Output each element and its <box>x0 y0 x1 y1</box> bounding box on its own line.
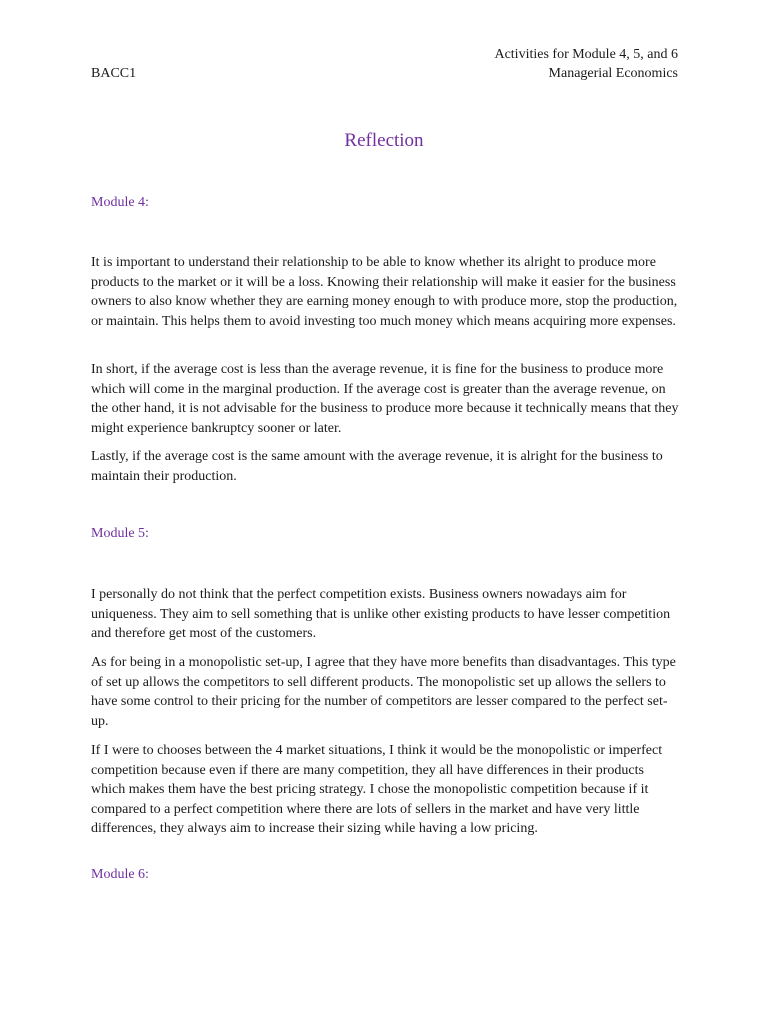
module-4-paragraph-2: In short, if the average cost is less than the average revenue, it is fine for the business to produce more which will come in the marginal production. If the average cost is greater than the average revenue, on the other hand, it is not advisable for the business to produce more because it technically means that they might experience bankruptcy sooner or later. <box>91 362 679 436</box>
page-title: Reflection <box>344 130 424 151</box>
module-5-paragraph-1: I personally do not think that the perfect competition exists. Business owners nowadays aim for uniqueness. They aim to sell something that is unlike other existing products to have lesser competition and therefore get most of the customers. <box>91 587 671 642</box>
course-code: BACC1 <box>91 66 137 81</box>
module-5-paragraph-2: As for being in a monopolistic set-up, I agree that they have more benefits than disadvantages. This type of set up allows the competitors to sell different products. The monopolistic set up allows the sellers to have some control to their pricing for the number of competitors are lesser compared to the perfect set-up. <box>91 655 676 729</box>
module-4-heading: Module 4: <box>91 195 149 210</box>
document-header-right <box>494 45 678 83</box>
module-5-heading: Module 5: <box>91 526 149 541</box>
activity-title: Activities for Module 4, 5, and 6 <box>494 47 678 62</box>
module-6-heading: Module 6: <box>91 867 149 882</box>
subject-name: Managerial Economics <box>548 66 678 81</box>
module-4-paragraph-3: Lastly, if the average cost is the same amount with the average revenue, it is alright for the business to maintain their production. <box>91 449 663 484</box>
module-5-paragraph-3: If I were to chooses between the 4 market situations, I think it would be the monopolistic or imperfect competition because even if there are many competition, they all have differences in their products which makes them have the best pricing strategy. I chose the monopolistic competition because if it compared to a perfect competition where there are lots of sellers in the market and have very little differences, they always aim to increase their sizing while having a low pricing. <box>91 743 663 837</box>
module-4-paragraph-1: It is important to understand their relationship to be able to know whether its alright to produce more products to the market or it will be a loss. Knowing their relationship will make it easier for the business owners to also know whether they are earning money enough to with produce more, stop the production, or maintain. This helps them to avoid investing too much money which means acquiring more expenses. <box>91 255 678 329</box>
